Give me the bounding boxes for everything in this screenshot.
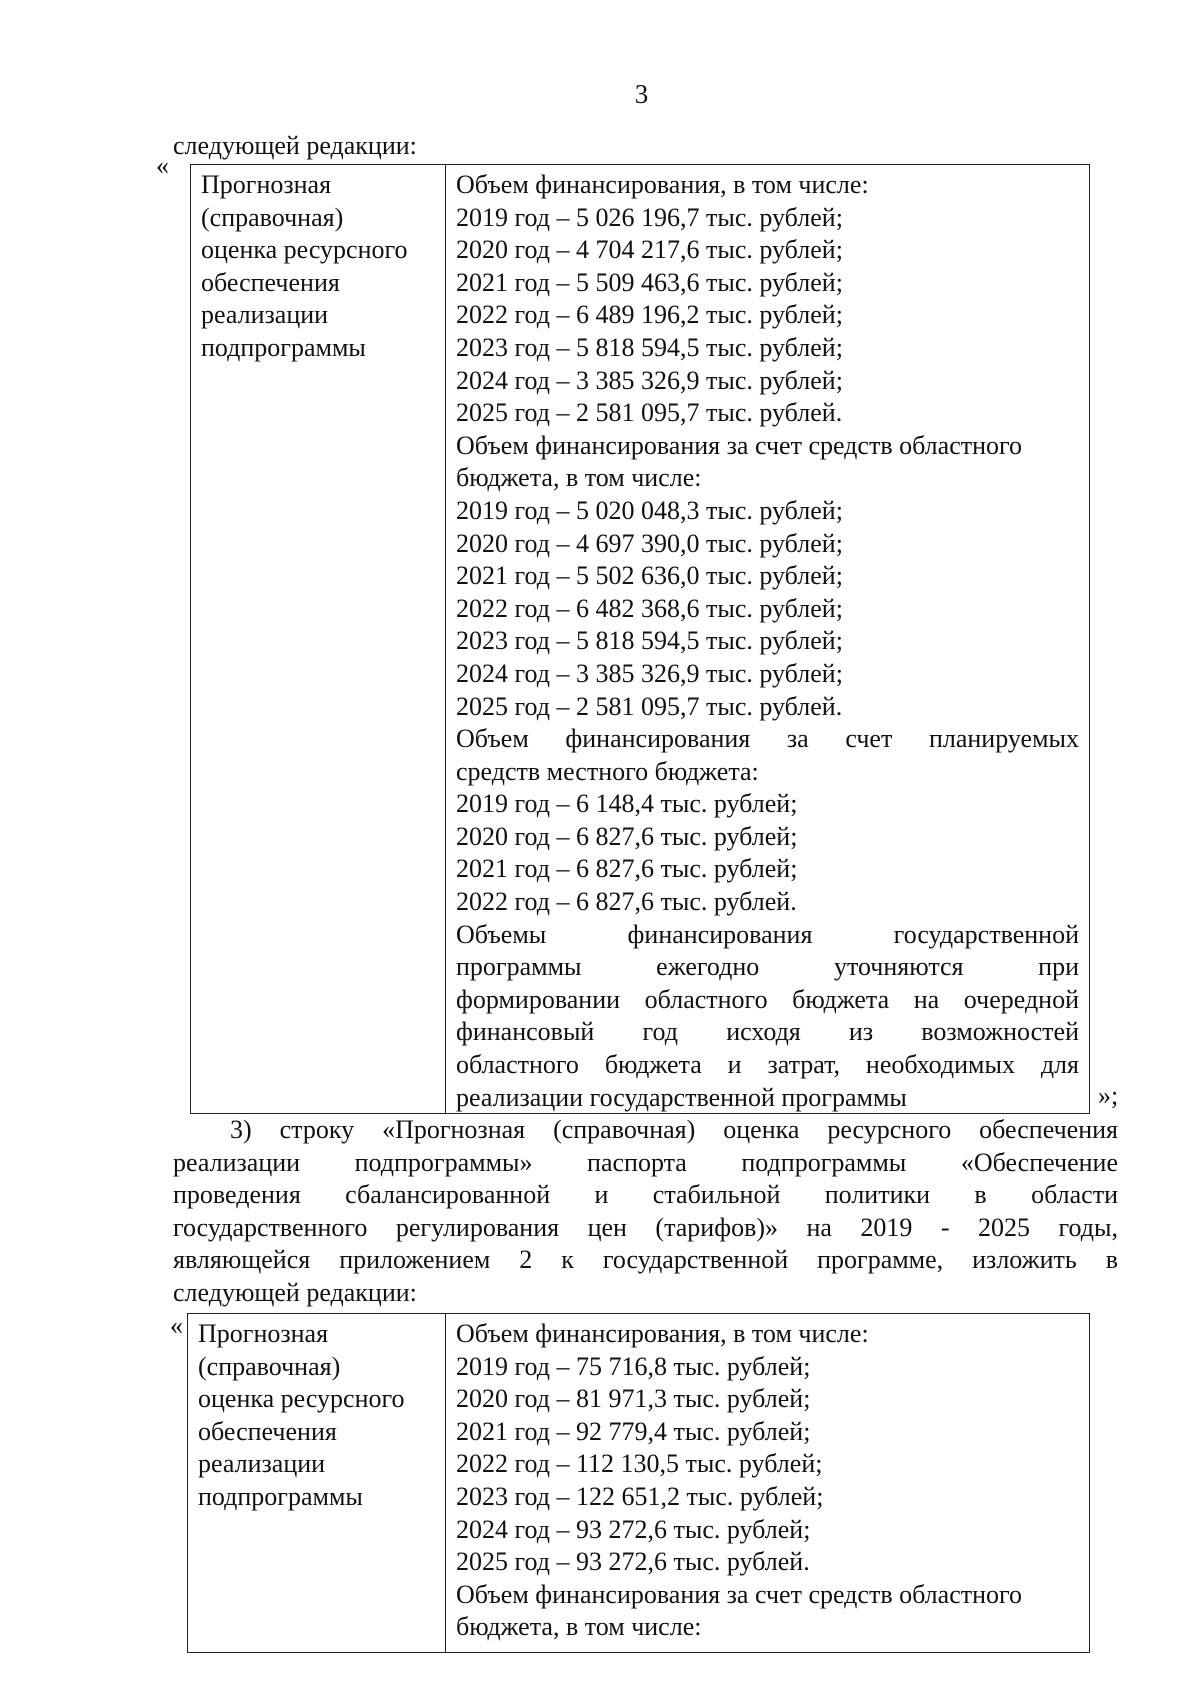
table1-right-line: формировании областного бюджета на очередной xyxy=(456,984,1079,1014)
table2-right-line: 2022 год – 112 130,5 тыс. рублей; xyxy=(456,1449,823,1479)
table2-left-line: реализации xyxy=(198,1449,326,1479)
table1-right-line: 2021 год – 5 502 636,0 тыс. рублей; xyxy=(456,561,843,591)
table2-right-line: 2020 год – 81 971,3 тыс. рублей; xyxy=(456,1384,811,1414)
table1-right-line: 2019 год – 6 148,4 тыс. рублей; xyxy=(456,789,798,819)
table2-left-line: Прогнозная xyxy=(198,1319,329,1348)
paragraph-line: реализации подпрограммы» паспорта подпрограммы «Обеспечение xyxy=(173,1147,1118,1177)
table1-right-line: 2022 год – 6 827,6 тыс. рублей. xyxy=(456,887,797,917)
table1-right-line: Объем финансирования за счет средств областного xyxy=(456,430,1023,460)
table1-close-quote: »; xyxy=(1098,1081,1119,1110)
paragraph-line: 3) строку «Прогнозная (справочная) оценка ресурсного обеспечения xyxy=(230,1115,1118,1144)
paragraph-line: государственного регулирования цен (тарифов)» на 2019 - 2025 годы, xyxy=(173,1212,1118,1242)
intro-line: следующей редакции: xyxy=(173,131,417,160)
table1-right-line: 2020 год – 4 697 390,0 тыс. рублей; xyxy=(456,528,843,558)
table1-right-line: 2021 год – 5 509 463,6 тыс. рублей; xyxy=(456,267,843,297)
table1-right-line: средств местного бюджета: xyxy=(456,756,759,786)
table1-left-line: подпрограммы xyxy=(201,332,366,362)
table2-right-line: 2021 год – 92 779,4 тыс. рублей; xyxy=(456,1416,811,1446)
table1-right-line: 2019 год – 5 020 048,3 тыс. рублей; xyxy=(456,495,843,525)
table1-right-line: Объем финансирования, в том числе: xyxy=(456,170,869,199)
table2-left-line: подпрограммы xyxy=(198,1481,363,1511)
table1-left-line: оценка ресурсного xyxy=(201,235,408,265)
table1-right-line: бюджета, в том числе: xyxy=(456,463,702,493)
table1-left-cell xyxy=(191,165,446,1113)
table1-right-line: программы ежегодно уточняются при xyxy=(456,952,1079,982)
table1-right-cell xyxy=(446,165,1089,1113)
table2-right-cell xyxy=(446,1314,1089,1652)
paragraph-line: следующей редакции: xyxy=(173,1277,417,1307)
table2-right-line: Объем финансирования, в том числе: xyxy=(456,1319,869,1348)
table1-right-line: Объемы финансирования государственной xyxy=(456,919,1079,949)
table2-left-line: (справочная) xyxy=(198,1351,341,1381)
table1-right-line: 2025 год – 2 581 095,7 тыс. рублей. xyxy=(456,691,843,721)
table2-right-line: 2019 год – 75 716,8 тыс. рублей; xyxy=(456,1351,811,1381)
table1-right-line: областного бюджета и затрат, необходимых для xyxy=(456,1050,1079,1080)
table1-left-line: реализации xyxy=(201,300,329,330)
table2-left-line: оценка ресурсного xyxy=(198,1384,405,1414)
table1-right-line: 2020 год – 4 704 217,6 тыс. рублей; xyxy=(456,235,843,265)
table1-right-line: 2019 год – 5 026 196,7 тыс. рублей; xyxy=(456,202,843,232)
table2-right-line: 2025 год – 93 272,6 тыс. рублей. xyxy=(456,1547,810,1577)
table2-right-line: 2023 год – 122 651,2 тыс. рублей; xyxy=(456,1481,824,1511)
table2-right-line: бюджета, в том числе: xyxy=(456,1612,702,1642)
table2-left-line: обеспечения xyxy=(198,1416,337,1446)
table1-right-line: 2024 год – 3 385 326,9 тыс. рублей; xyxy=(456,365,843,395)
table1-right-line: 2025 год – 2 581 095,7 тыс. рублей. xyxy=(456,398,843,428)
paragraph-line: проведения сбалансированной и стабильной политики в области xyxy=(173,1180,1118,1210)
table1-right-line: 2020 год – 6 827,6 тыс. рублей; xyxy=(456,821,798,851)
table1-right-line: 2023 год – 5 818 594,5 тыс. рублей; xyxy=(456,626,843,656)
table1-right-line: Объем финансирования за счет планируемых xyxy=(456,724,1079,754)
table1-right-line: 2023 год – 5 818 594,5 тыс. рублей; xyxy=(456,332,843,362)
table2-left-cell xyxy=(188,1314,446,1652)
table2-right-line: 2024 год – 93 272,6 тыс. рублей; xyxy=(456,1514,811,1544)
page-number: 3 xyxy=(634,79,649,109)
table1 xyxy=(190,164,1090,1114)
table1-right-line: 2022 год – 6 489 196,2 тыс. рублей; xyxy=(456,300,843,330)
table1-right-line: реализации государственной программы xyxy=(456,1082,907,1112)
paragraph-3 xyxy=(173,1114,1118,1310)
paragraph-line: являющейся приложением 2 к государственной программе, изложить в xyxy=(173,1245,1118,1275)
table1-right-line: финансовый год исходя из возможностей xyxy=(456,1017,1079,1047)
table1-left-line: Прогнозная xyxy=(201,170,332,199)
table1-open-quote: « xyxy=(156,151,169,180)
table1-right-line: 2022 год – 6 482 368,6 тыс. рублей; xyxy=(456,593,843,623)
table2-right-line: Объем финансирования за счет средств областного xyxy=(456,1579,1023,1609)
table2 xyxy=(187,1313,1090,1653)
table1-left-line: (справочная) xyxy=(201,202,344,232)
table1-right-line: 2024 год – 3 385 326,9 тыс. рублей; xyxy=(456,658,843,688)
table1-left-line: обеспечения xyxy=(201,267,340,297)
table2-open-quote: « xyxy=(170,1311,183,1340)
table1-right-line: 2021 год – 6 827,6 тыс. рублей; xyxy=(456,854,798,884)
